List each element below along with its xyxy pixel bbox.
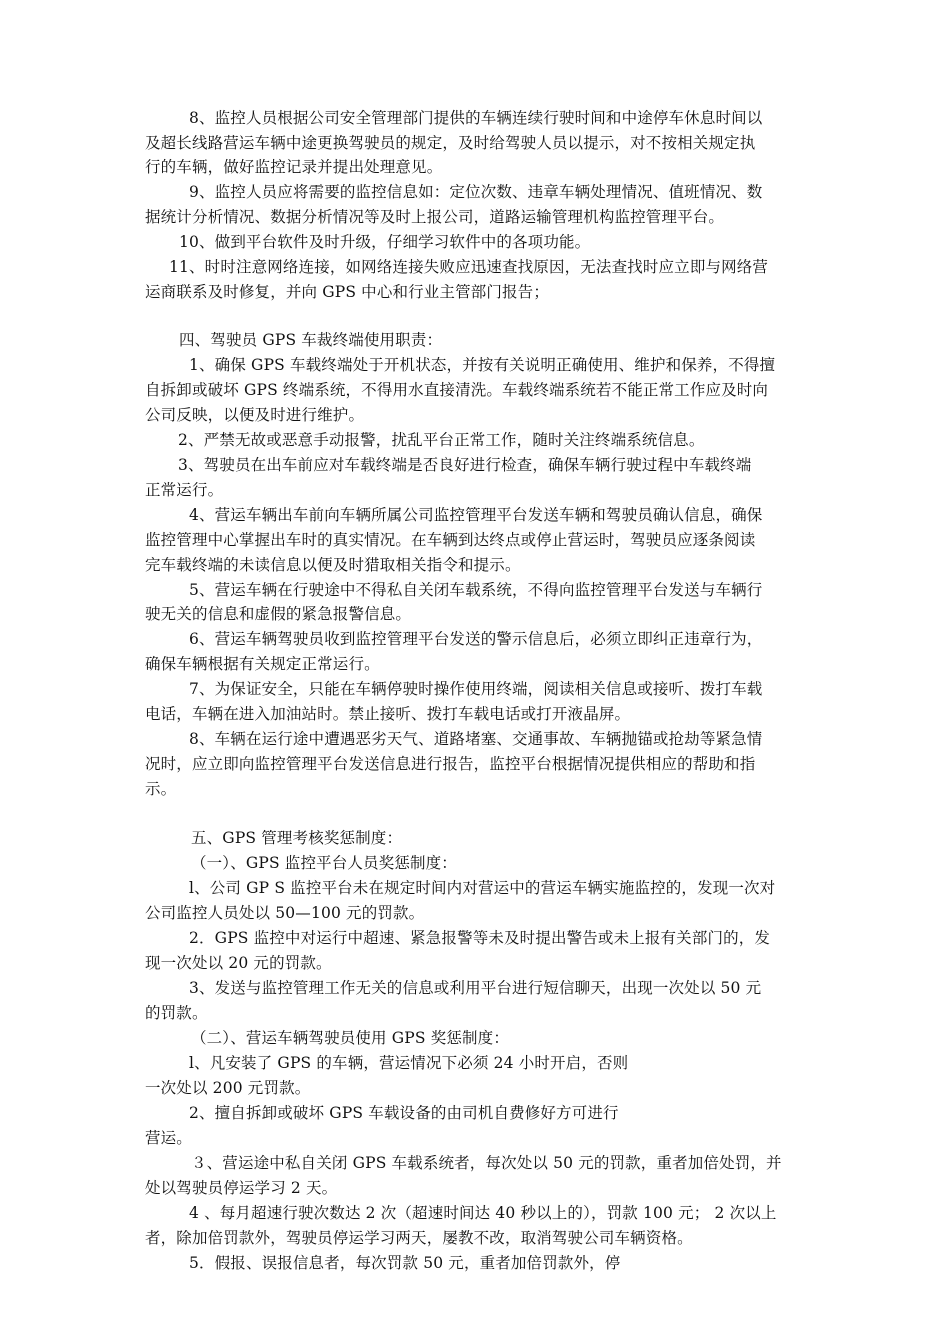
text-line: l、公司 GP S 监控平台未在规定时间内对营运中的营运车辆实施监控的，发现一次对 [189,879,776,897]
text-line: 8、车辆在运行途中遭遇恶劣天气、道路堵塞、交通事故、车辆抛锚或抢劫等紧急情 [189,730,763,748]
text-line: 完车载终端的未读信息以便及时猎取相关指令和提示。 [145,556,521,574]
text-line: 2．GPS 监控中对运行中超速、紧急报警等未及时提出警告或未上报有关部门的，发 [189,929,771,947]
text-line: 况时，应立即向监控管理平台发送信息进行报告，监控平台根据情况提供相应的帮助和指 [145,755,756,773]
text-line: 自拆卸或破坏 GPS 终端系统，不得用水直接清洗。车载终端系统若不能正常工作应及时向 [145,381,769,399]
text-line: 11、时时注意网络连接，如网络连接失败应迅速查找原因，无法查找时应立即与网络营 [169,258,769,276]
subsection-heading: （一）、GPS 监控平台人员奖惩制度： [191,854,457,872]
text-line: 行的车辆，做好监控记录并提出处理意见。 [145,158,443,176]
text-line: 8、监控人员根据公司安全管理部门提供的车辆连续行驶时间和中途停车休息时间以 [189,109,763,127]
text-line: 示。 [145,780,177,798]
text-line: 的罚款。 [145,1004,208,1022]
text-line: 者，除加倍罚款外，驾驶员停运学习两天，屡教不改，取消驾驶公司车辆资格。 [145,1229,693,1247]
text-line: 10、做到平台软件及时升级，仔细学习软件中的各项功能。 [179,233,591,251]
text-line: 7、为保证安全，只能在车辆停驶时操作使用终端，阅读相关信息或接听、拨打车载 [189,680,763,698]
text-line: 5、营运车辆在行驶途中不得私自关闭车载系统，不得向监控管理平台发送与车辆行 [189,581,763,599]
text-line: 5．假报、误报信息者，每次罚款 50 元，重者加倍罚款外，停 [189,1254,621,1272]
text-line: ３、营运途中私自关闭 GPS 车载系统者，每次处以 50 元的罚款，重者加倍处罚，并 [191,1154,782,1172]
text-line: 一次处以 200 元罚款。 [145,1079,311,1097]
text-line: 2、擅自拆卸或破坏 GPS 车载设备的由司机自费修好方可进行 [189,1104,619,1122]
text-line: 公司监控人员处以 50—100 元的罚款。 [145,904,425,922]
text-line: 1、确保 GPS 车载终端处于开机状态，并按有关说明正确使用、维护和保养，不得擅 [189,356,776,374]
text-line: 运商联系及时修复，并向 GPS 中心和行业主管部门报告； [145,283,549,301]
text-line: 3、驾驶员在出车前应对车载终端是否良好进行检查，确保车辆行驶过程中车载终端 [178,456,752,474]
text-line: 电话，车辆在进入加油站时。禁止接听、拨打车载电话或打开液晶屏。 [145,705,631,723]
text-line: 9、监控人员应将需要的监控信息如：定位次数、违章车辆处理情况、值班情况、数 [189,183,763,201]
text-line: 处以驾驶员停运学习 2 天。 [145,1179,338,1197]
text-line: 驶无关的信息和虚假的紧急报警信息。 [145,605,412,623]
text-line: 据统计分析情况、数据分析情况等及时上报公司，道路运输管理机构监控管理平台。 [145,208,725,226]
text-line: 现一次处以 20 元的罚款。 [145,954,332,972]
text-line: 营运。 [145,1129,192,1147]
text-line: 及超长线路营运车辆中途更换驾驶员的规定，及时给驾驶人员以提示，对不按相关规定执 [145,134,756,152]
text-line: 监控管理中心掌握出车时的真实情况。在车辆到达终点或停止营运时，驾驶员应逐条阅读 [145,531,756,549]
text-line: 4 、每月超速行驶次数达 2 次（超速时间达 40 秒以上的），罚款 100 元； 2 次以上 [189,1204,777,1222]
text-line: 2、严禁无故或恶意手动报警，扰乱平台正常工作，随时关注终端系统信息。 [178,431,705,449]
text-line: 3、发送与监控管理工作无关的信息或利用平台进行短信聊天，出现一次处以 50 元 [189,979,762,997]
subsection-heading: （二）、营运车辆驾驶员使用 GPS 奖惩制度： [191,1029,509,1047]
text-line: l、凡安装了 GPS 的车辆，营运情况下必须 24 小时开启，否则 [189,1054,629,1072]
text-line: 确保车辆根据有关规定正常运行。 [145,655,380,673]
section-heading: 五、GPS 管理考核奖惩制度： [191,829,403,847]
text-line: 4、营运车辆出车前向车辆所属公司监控管理平台发送车辆和驾驶员确认信息，确保 [189,506,763,524]
text-line: 正常运行。 [145,481,224,499]
text-line: 公司反映，以便及时进行维护。 [145,406,365,424]
text-line: 6、营运车辆驾驶员收到监控管理平台发送的警示信息后，必须立即纠正违章行为， [189,630,763,648]
section-heading: 四、驾驶员 GPS 车裁终端使用职责： [179,331,443,349]
